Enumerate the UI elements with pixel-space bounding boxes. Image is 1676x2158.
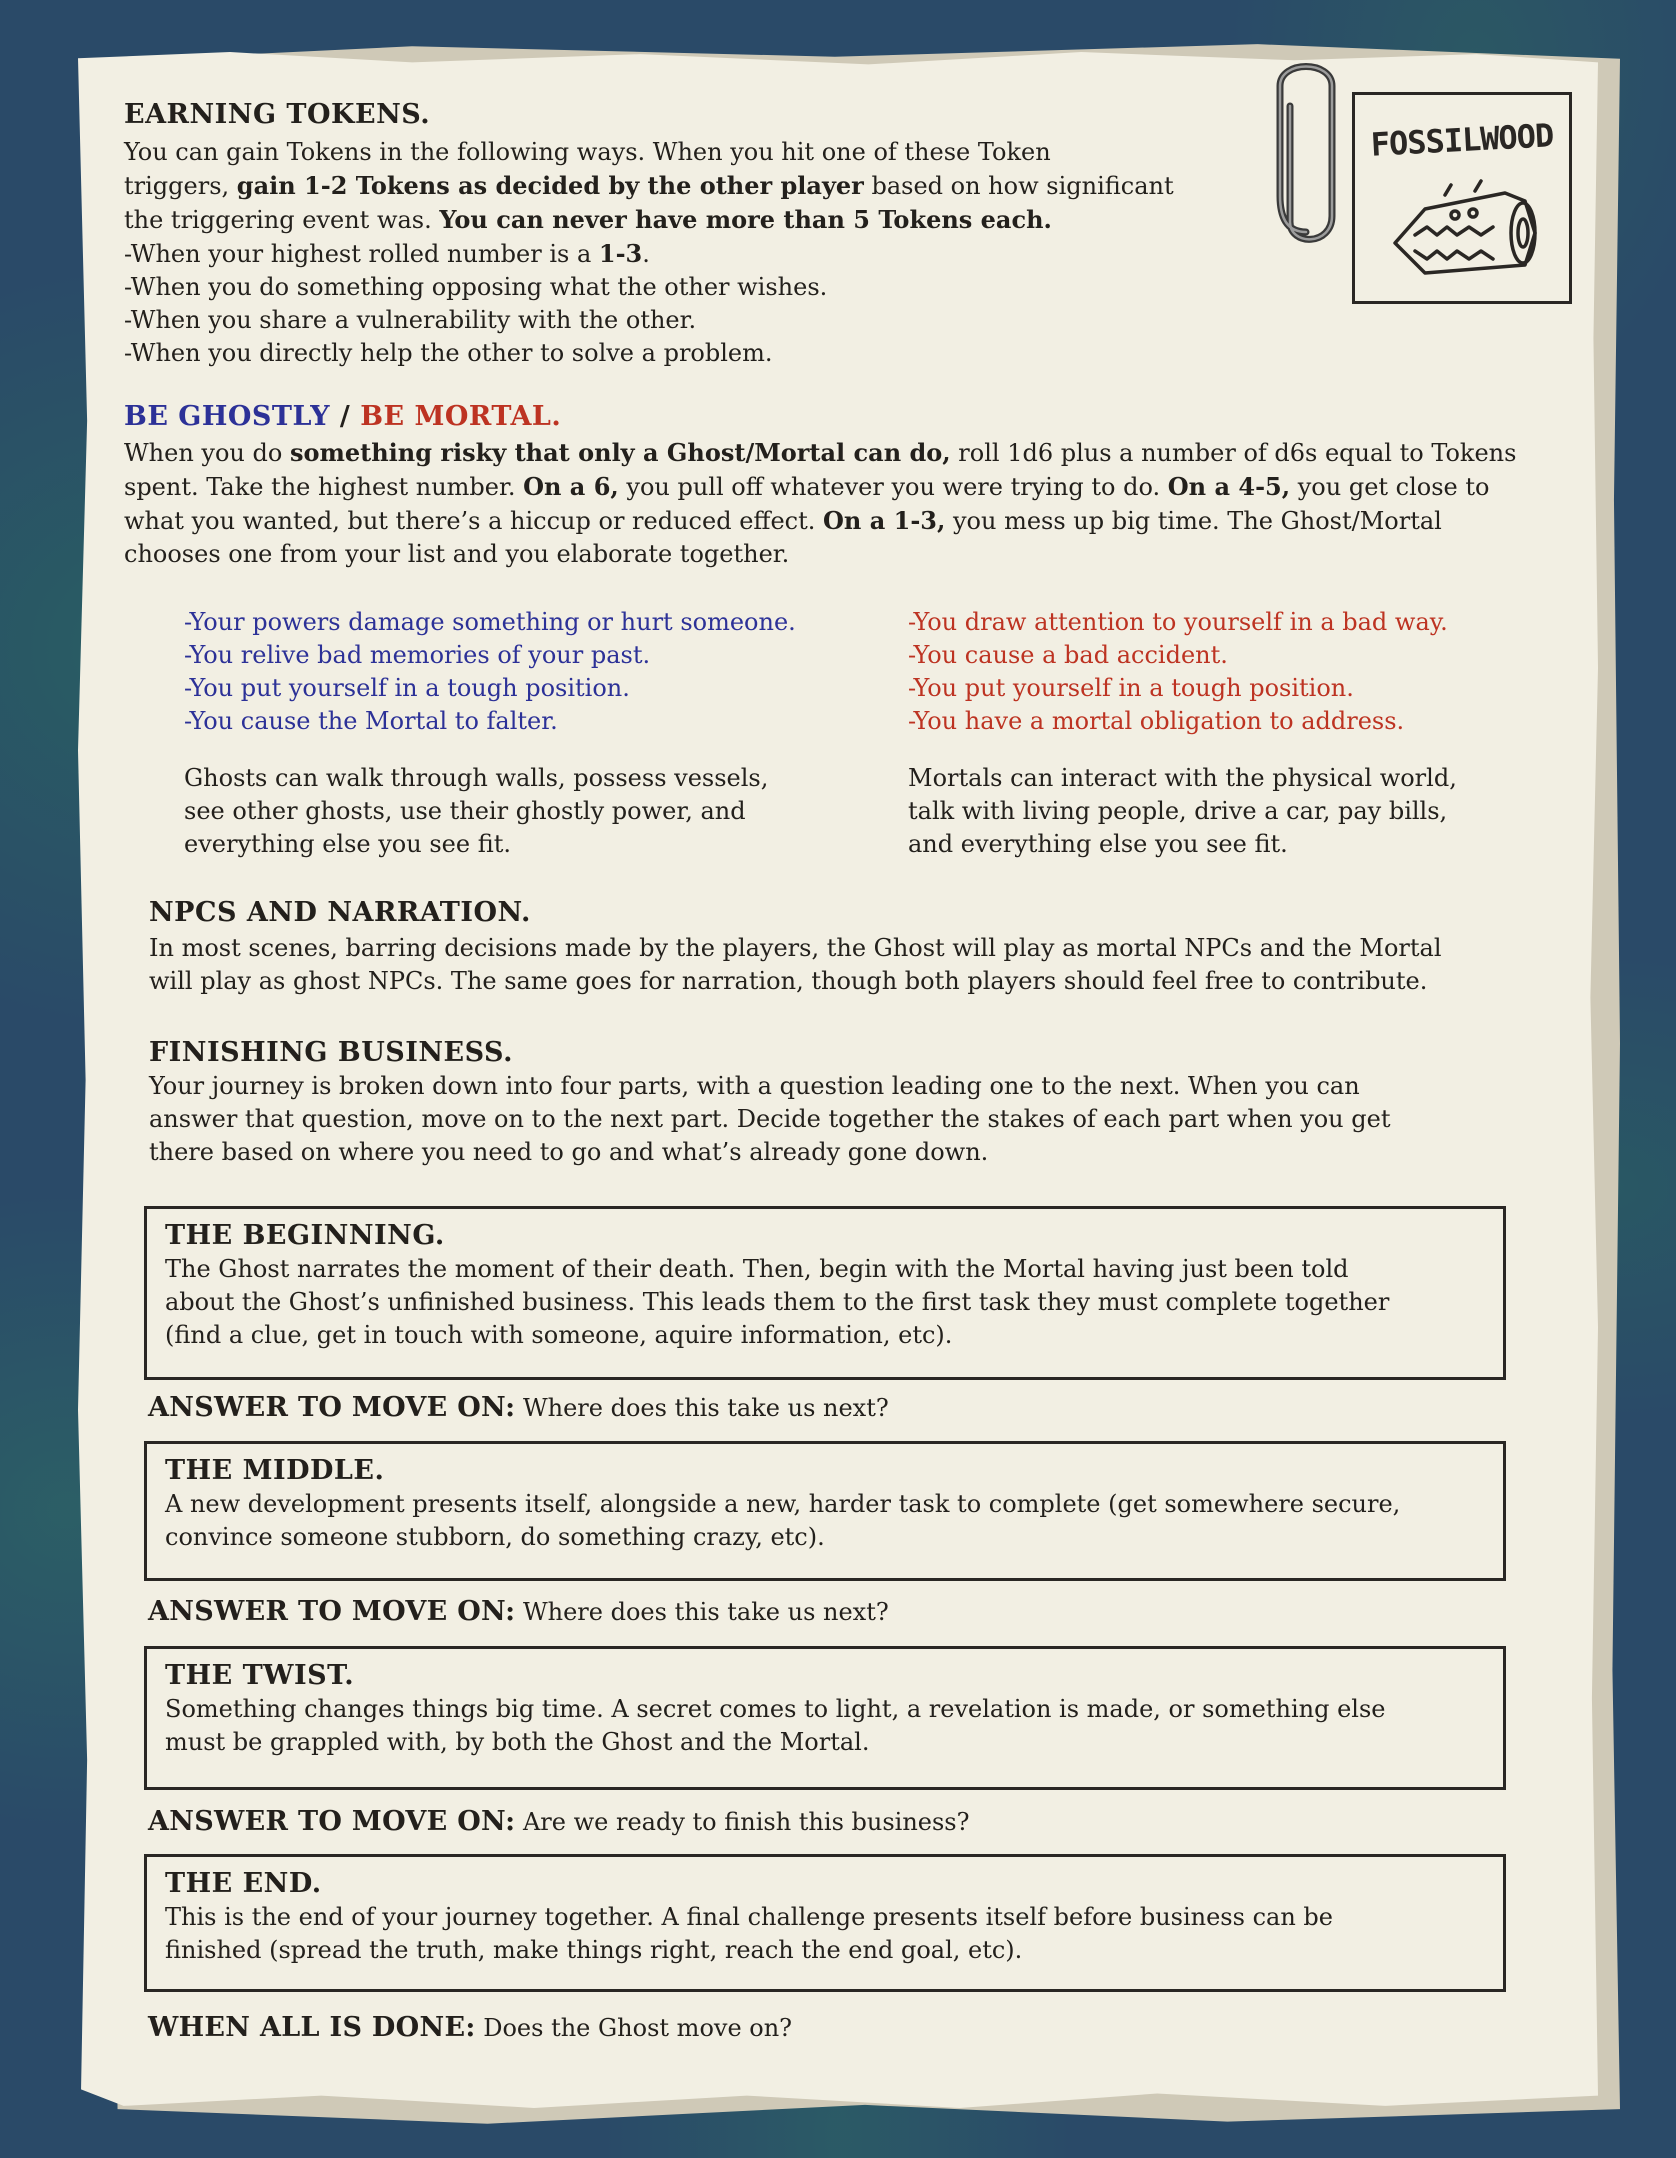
npcs-body xyxy=(149,932,1599,998)
ghostly-mortal-body xyxy=(124,436,1574,571)
answer-label: ANSWER TO MOVE ON: xyxy=(148,1806,516,1837)
bold-run: 1-3 xyxy=(598,239,643,268)
part-box-end xyxy=(144,1854,1506,1992)
text-run: . xyxy=(642,240,650,268)
text-line: will play as ghost NPCs. The same goes for narration, though both players should feel free to contribute. xyxy=(149,967,1428,995)
answer-line-3 xyxy=(148,1805,969,1839)
answer-label: ANSWER TO MOVE ON: xyxy=(148,1392,516,1423)
part-body xyxy=(165,1693,1489,1759)
paperclip-icon xyxy=(1268,46,1344,256)
text-line: Mortals can interact with the physical world, xyxy=(908,764,1457,792)
earning-tokens-intro xyxy=(124,136,1274,237)
when-all-is-done-line xyxy=(148,2011,792,2045)
part-box-middle xyxy=(144,1441,1506,1581)
text-line: and everything else you see fit. xyxy=(908,830,1288,858)
text-line: there based on where you need to go and what’s already gone down. xyxy=(149,1138,989,1166)
text-line xyxy=(124,337,1274,370)
part-title: THE MIDDLE. xyxy=(165,1455,385,1486)
text-run: you pull off whatever you were trying to do. xyxy=(618,473,1168,501)
text-line xyxy=(124,436,1574,470)
text-run: spent. Take the highest number. xyxy=(124,473,524,501)
mortal-complications-list xyxy=(908,606,1588,738)
part-body xyxy=(165,1253,1489,1352)
ghost-complications-list xyxy=(184,606,864,738)
bold-run: something risky that only a Ghost/Mortal can do, xyxy=(289,438,951,467)
text-line xyxy=(124,271,1274,304)
text-line: This is the end of your journey together. A final challenge presents itself before business can be xyxy=(165,1903,1333,1931)
text-line: must be grappled with, by both the Ghost and the Mortal. xyxy=(165,1728,870,1756)
title-separator: / xyxy=(330,401,361,432)
text-line: finished (spread the truth, make things right, reach the end goal, etc). xyxy=(165,1936,1023,1964)
mortal-abilities xyxy=(908,762,1588,861)
text-line: Your journey is broken down into four parts, with a question leading one to the next. When you can xyxy=(149,1072,1360,1100)
text-line xyxy=(124,538,1574,571)
text-line xyxy=(124,304,1274,337)
text-line xyxy=(124,470,1574,504)
text-line xyxy=(124,504,1574,538)
text-run: -When you share a vulnerability with the other. xyxy=(124,306,697,334)
text-line: -You draw attention to yourself in a bad way. xyxy=(908,608,1448,636)
earning-tokens-section xyxy=(124,98,1274,370)
text-line: -You put yourself in a tough position. xyxy=(184,674,630,702)
text-line: everything else you see fit. xyxy=(184,830,511,858)
text-run: -When you do something opposing what the other wishes. xyxy=(124,273,828,301)
text-line: -You relive bad memories of your past. xyxy=(184,641,651,669)
part-title: THE BEGINNING. xyxy=(165,1220,445,1251)
text-line: -Your powers damage something or hurt someone. xyxy=(184,608,796,636)
finishing-title: FINISHING BUSINESS. xyxy=(149,1037,513,1068)
bold-run: On a 6, xyxy=(523,472,619,501)
answer-question: Does the Ghost move on? xyxy=(475,2014,793,2042)
part-body xyxy=(165,1488,1489,1554)
text-line: convince someone stubborn, do something crazy, etc). xyxy=(165,1523,825,1551)
earning-tokens-title: EARNING TOKENS. xyxy=(124,99,431,130)
text-line: -You have a mortal obligation to address. xyxy=(908,707,1405,735)
answer-label: ANSWER TO MOVE ON: xyxy=(148,1596,516,1627)
text-line: (find a clue, get in touch with someone, aquire information, etc). xyxy=(165,1321,953,1349)
text-run: -When you directly help the other to solve a problem. xyxy=(124,339,773,367)
part-body xyxy=(165,1901,1489,1967)
text-line xyxy=(124,203,1274,237)
text-line: see other ghosts, use their ghostly power, and xyxy=(184,797,746,825)
text-line: The Ghost narrates the moment of their death. Then, begin with the Mortal having just been told xyxy=(165,1255,1349,1283)
text-run: chooses one from your list and you elaborate together. xyxy=(124,540,790,568)
be-ghostly-title: BE GHOSTLY xyxy=(124,401,331,432)
text-run: roll 1d6 plus a number of d6s equal to Tokens xyxy=(950,439,1517,467)
npcs-section xyxy=(149,896,1599,998)
part-title: THE END. xyxy=(165,1868,322,1899)
answer-question: Where does this take us next? xyxy=(515,1598,889,1626)
answer-line-1 xyxy=(148,1391,889,1425)
text-run: You can gain Tokens in the following ways. When you hit one of these Token xyxy=(124,138,1051,166)
text-line: -You put yourself in a tough position. xyxy=(908,674,1354,702)
text-run: you mess up big time. The Ghost/Mortal xyxy=(945,507,1442,535)
text-run: -When your highest rolled number is a xyxy=(124,240,599,268)
earning-tokens-triggers xyxy=(124,237,1274,370)
text-run: you get close to xyxy=(1290,473,1490,501)
finishing-body xyxy=(149,1070,1599,1169)
ghostly-mortal-section xyxy=(124,400,1574,571)
text-run: the triggering event was. xyxy=(124,206,440,234)
bold-run: You can never have more than 5 Tokens each. xyxy=(439,205,1052,234)
answer-question: Are we ready to finish this business? xyxy=(515,1808,970,1836)
answer-question: Where does this take us next? xyxy=(515,1394,889,1422)
text-line: Ghosts can walk through walls, possess vessels, xyxy=(184,764,769,792)
text-run: what you wanted, but there’s a hiccup or reduced effect. xyxy=(124,507,823,535)
part-title: THE TWIST. xyxy=(165,1660,355,1691)
part-box-beginning xyxy=(144,1206,1506,1380)
text-line: A new development presents itself, alongside a new, harder task to complete (get somewhere secure, xyxy=(165,1490,1401,1518)
text-line: about the Ghost’s unfinished business. This leads them to the first task they must complete together xyxy=(165,1288,1390,1316)
fossilwood-logo xyxy=(1352,92,1572,304)
fossil-log-icon xyxy=(1385,173,1545,283)
part-box-twist xyxy=(144,1646,1506,1790)
bold-run: On a 1-3, xyxy=(823,506,946,535)
text-line xyxy=(124,169,1274,203)
answer-label: WHEN ALL IS DONE: xyxy=(148,2012,476,2043)
npcs-title: NPCS AND NARRATION. xyxy=(149,897,531,928)
text-run: based on how significant xyxy=(863,172,1174,200)
text-line: Something changes things big time. A secret comes to light, a revelation is made, or something else xyxy=(165,1695,1386,1723)
text-line: -You cause the Mortal to falter. xyxy=(184,707,558,735)
text-line: In most scenes, barring decisions made by the players, the Ghost will play as mortal NPCs and the Mortal xyxy=(149,934,1442,962)
ghostly-mortal-title xyxy=(124,400,1574,434)
text-run: When you do xyxy=(124,439,290,467)
text-line xyxy=(124,136,1274,169)
bold-run: gain 1-2 Tokens as decided by the other player xyxy=(236,171,864,200)
text-line: talk with living people, drive a car, pay bills, xyxy=(908,797,1448,825)
be-mortal-title: BE MORTAL. xyxy=(360,401,562,432)
answer-line-2 xyxy=(148,1595,889,1629)
text-line xyxy=(124,237,1274,271)
bold-run: On a 4-5, xyxy=(1167,472,1291,501)
finishing-section xyxy=(149,1036,1599,1169)
text-line: answer that question, move on to the next part. Decide together the stakes of each part when you get xyxy=(149,1105,1391,1133)
ghost-abilities xyxy=(184,762,864,861)
text-line: -You cause a bad accident. xyxy=(908,641,1228,669)
text-run: triggers, xyxy=(124,172,237,200)
logo-text: FOSSILWOOD xyxy=(1369,116,1555,164)
